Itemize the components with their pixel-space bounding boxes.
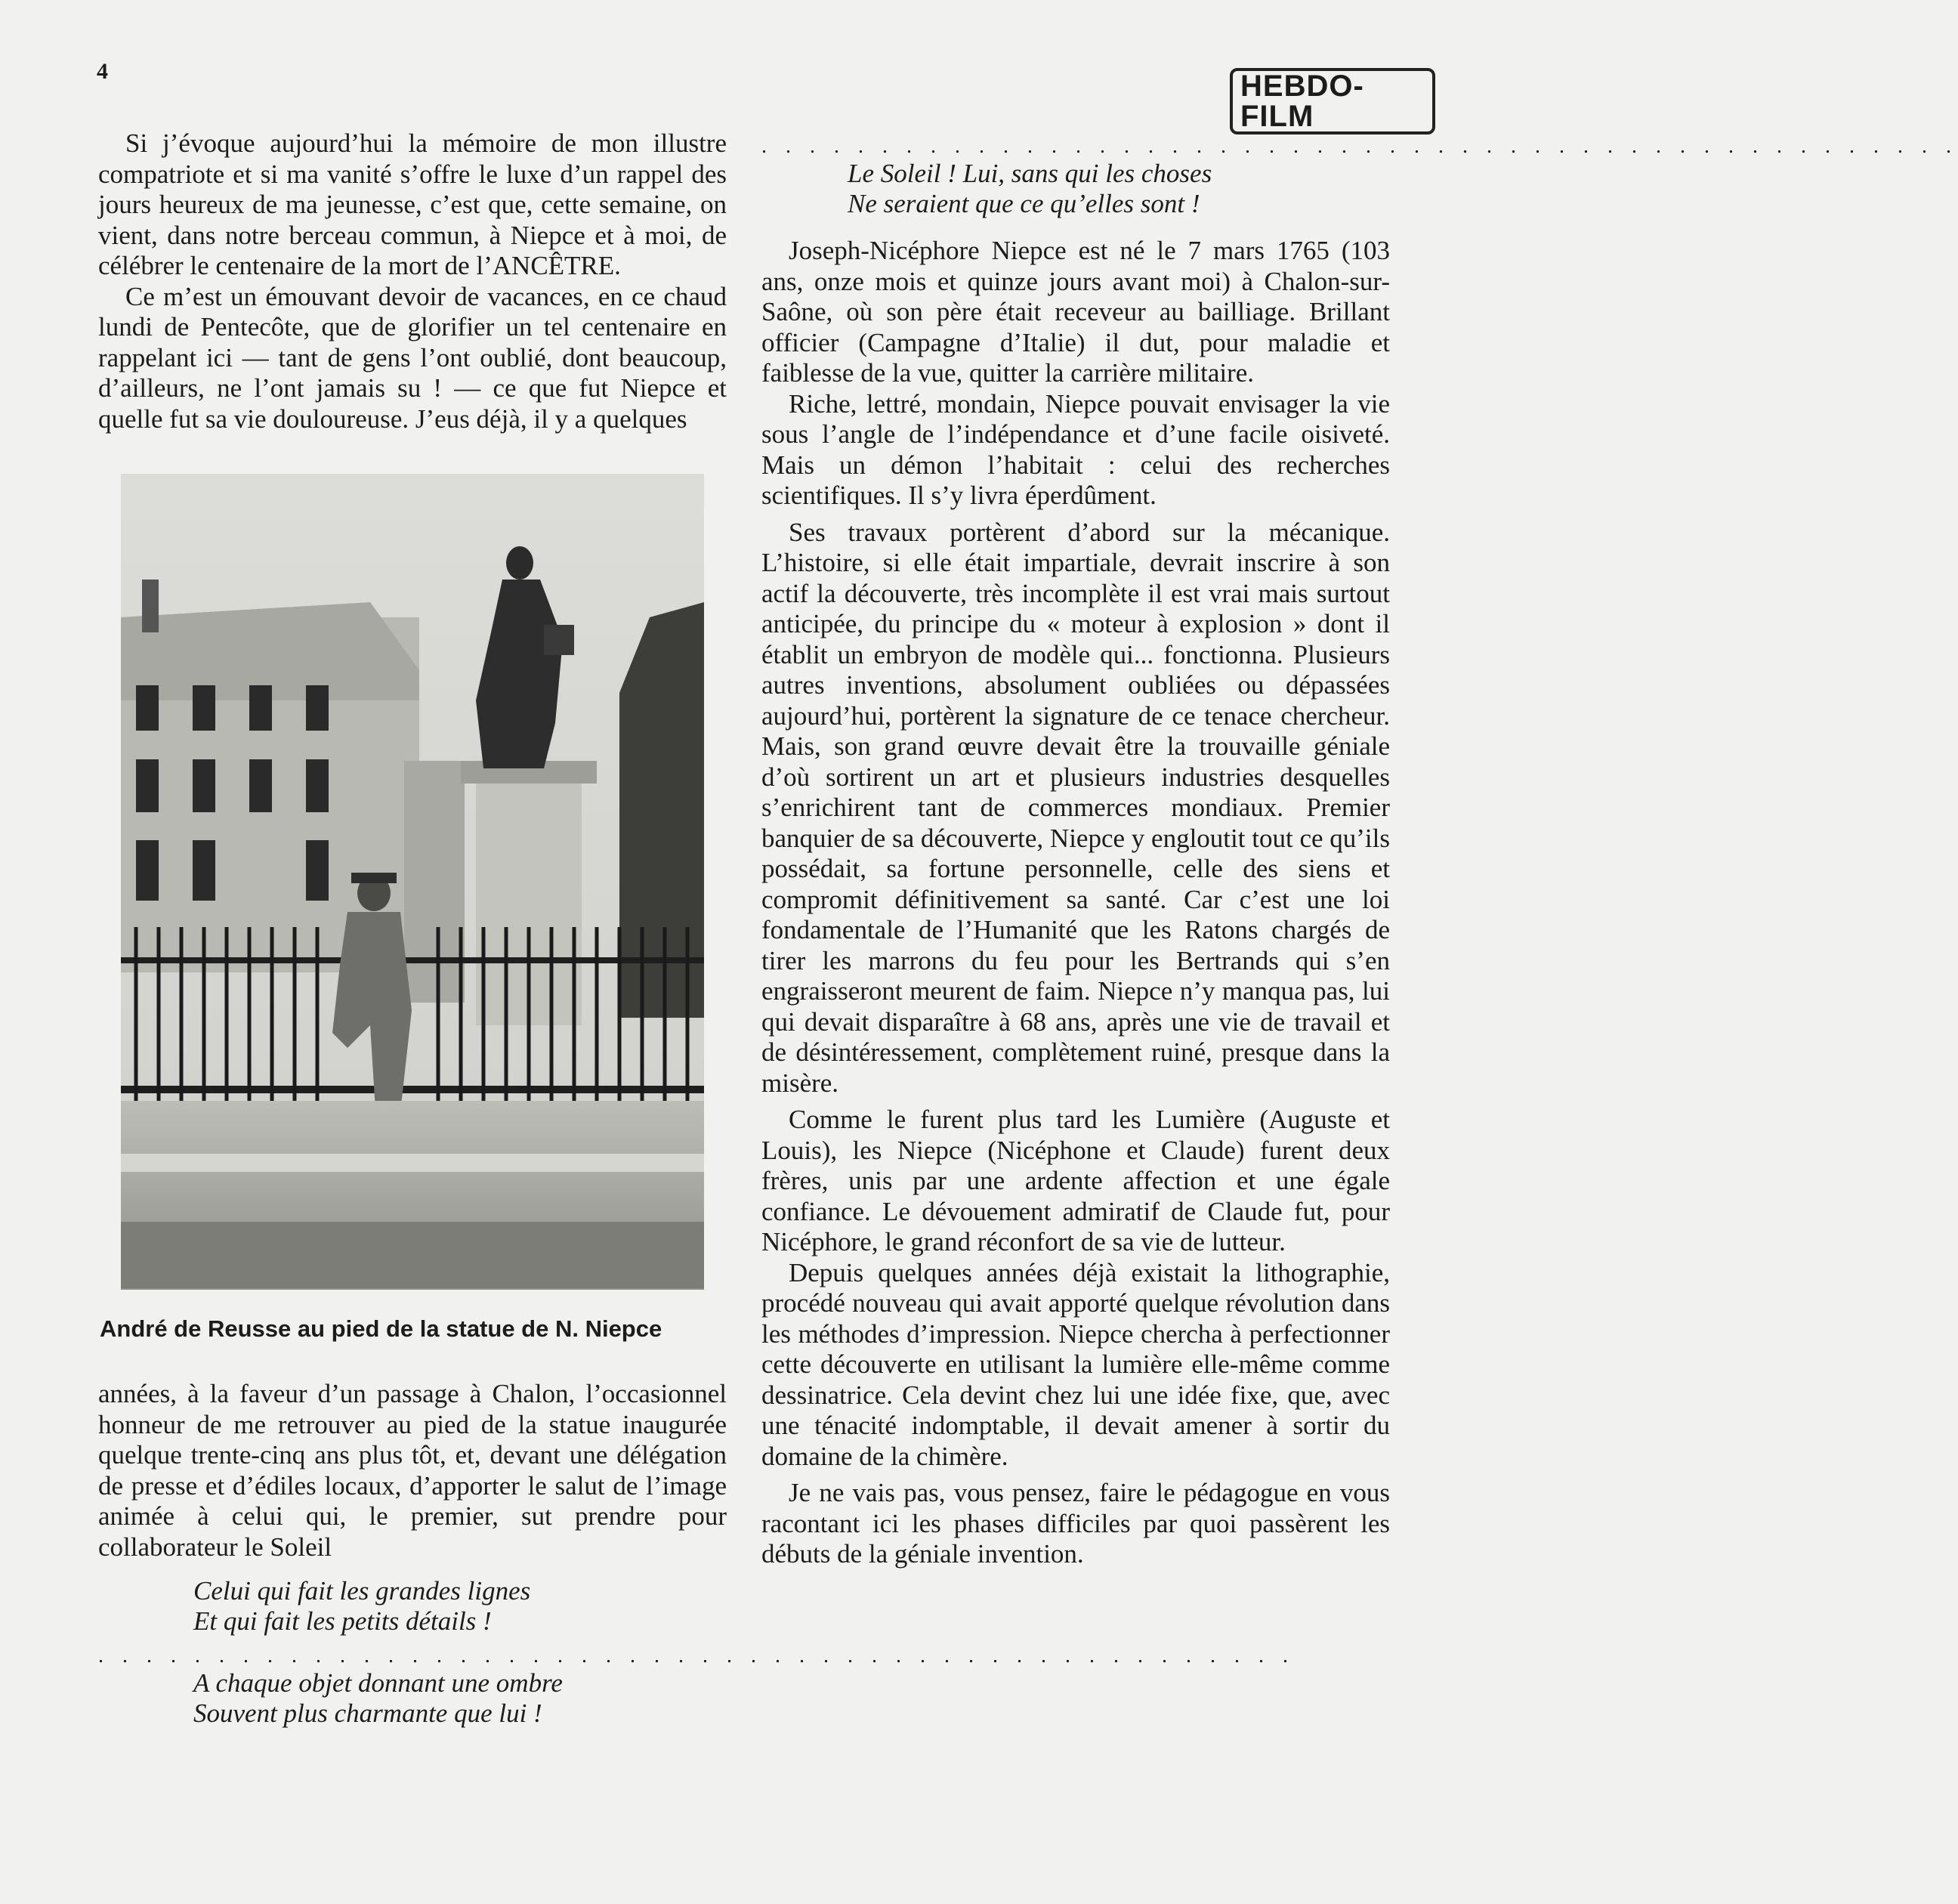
article-paragraph: Joseph-Nicéphore Niepce est né le 7 mars 1765 (103 ans, onze mois et quinze jours avant moi) à Chalon-sur-Saône, où son père était receveur au bailliage. Brillant officier (Campagne d’Italie) il dut, pour maladie et faiblesse de la vue, quitter la carrière militaire. — [761, 236, 1390, 388]
article-paragraph: années, à la faveur d’un passage à Chalon, l’occasionnel honneur de me retrouver au pied de la statue inaugurée quelque trente-cinq ans plus tôt, et, devant une délégation de presse et d’édiles locaux, d’apporter le salut de l’image animée à celui qui, le premier, sut prendre pour collaborateur le Soleil — [98, 1379, 727, 1562]
verse-line: Souvent plus charmante que lui ! — [193, 1698, 542, 1728]
photo-caption: André de Reusse au pied de la statue de N. Niepce — [100, 1315, 662, 1342]
masthead-logo: HEBDO-FILM — [1230, 68, 1435, 134]
verse-line: Et qui fait les petits détails ! — [193, 1606, 492, 1636]
article-paragraph: Je ne vais pas, vous pensez, faire le pédagogue en vous racontant ici les phases difficiles par quoi passèrent les débuts de la géniale invention. — [761, 1478, 1390, 1569]
article-paragraph: Ses travaux portèrent d’abord sur la mécanique. L’histoire, si elle était impartiale, devrait inscrire à son actif la découverte, très incomplète il est vrai mais surtout anticipée, du principe du « moteur à explosion » dont il établit un embryon de modèle qui... fonctionna. Plusieurs autres inventions, absolument oubliées ou dépassées aujourd’hui, portèrent la signature de ce tenace chercheur. Mais, son grand œuvre devait être la trouvaille géniale d’où sortirent un art et plusieurs industries desquelles s’enrichirent tant de commerces mondiaux. Premier banquier de sa découverte, Niepce y engloutit tout ce qu’ils possédait, sa fortune personnelle, celle des siens et compromit définitivement sa santé. Car c’est une loi fondamentale de l’Humanité que les Ratons chargés de tirer les marrons du feu pour les Bertrands qui s’en engraisseront meurent de faim. Niepce n’y manqua pas, lui qui devait disparaître à 68 ans, après une vie de travail et de désintéressement, complètement ruiné, presque dans la misère. — [761, 517, 1390, 1098]
article-paragraph: Ce m’est un émouvant devoir de vacances, en ce chaud lundi de Pentecôte, que de glorifier un tel centenaire en rappelant ici — tant de gens l’ont oublié, dont beaucoup, d’ailleurs, ne l’ont jamais su ! — ce que fut Niepce et quelle fut sa vie douloureuse. J’eus déjà, il y a quelques — [98, 281, 727, 434]
page-number: 4 — [97, 59, 108, 84]
ellipsis-divider: . . . . . . . . . . . . . . . . . . . . . . . . . . . . . . . . . . . . . . . . . . . . . . . . . . — [761, 134, 1958, 158]
article-paragraph: Depuis quelques années déjà existait la lithographie, procédé nouveau qui avait apporté quelque révolution dans les méthodes d’impression. Niepce chercha à perfectionner cette découverte en utilisant la lumière elle-même comme dessinatrice. Cela devint chez lui une idée fixe, que, avec une ténacité indomptable, il devait amener à sortir du domaine de la chimère. — [761, 1257, 1390, 1471]
article-paragraph: Riche, lettré, mondain, Niepce pouvait envisager la vie sous l’angle de l’indépendance et d’une facile oisiveté. Mais un démon l’habitait : celui des recherches scientifiques. Il s’y livra éperdûment. — [761, 388, 1390, 510]
article-paragraph: Si j’évoque aujourd’hui la mémoire de mon illustre compatriote et si ma vanité s’offre le luxe d’un rappel des jours heureux de ma jeunesse, c’est que, cette semaine, on vient, dans notre berceau commun, à Niepce et à moi, de célébrer le centenaire de la mort de l’ANCÊTRE. — [98, 128, 727, 280]
ellipsis-divider: . . . . . . . . . . . . . . . . . . . . . . . . . . . . . . . . . . . . . . . . . . . . . . . . . . — [98, 1644, 1295, 1668]
verse-line: Le Soleil ! Lui, sans qui les choses — [848, 159, 1212, 188]
verse-line: A chaque objet donnant une ombre — [193, 1668, 563, 1698]
right-column — [761, 134, 1958, 1570]
statue-photo — [121, 474, 704, 1288]
verse-line: Ne seraient que ce qu’elles sont ! — [848, 189, 1200, 218]
statue-photo-image — [121, 474, 704, 1288]
article-paragraph: Comme le furent plus tard les Lumière (Auguste et Louis), les Niepce (Nicéphone et Claude) furent deux frères, unis par une ardente affection et une égale confiance. Le dévouement admiratif de Claude fut, pour Nicéphore, le grand réconfort de sa vie de lutteur. — [761, 1105, 1390, 1256]
verse-line: Celui qui fait les grandes lignes — [193, 1576, 531, 1606]
